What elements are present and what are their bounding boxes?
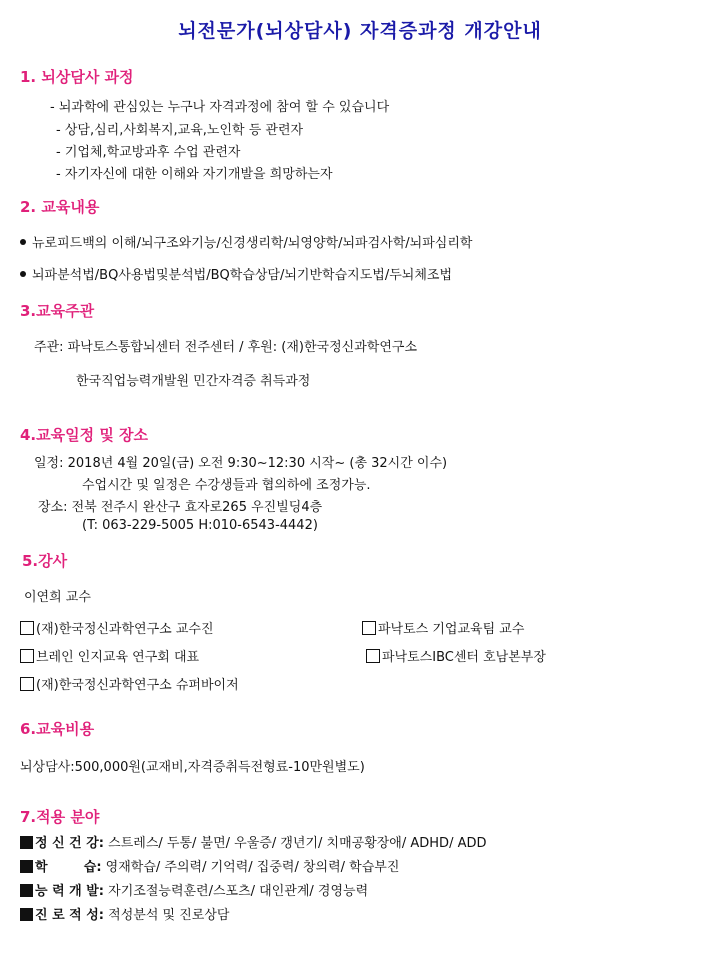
s4-schedule: 일정: 2018년 4월 20일(금) 오전 9:30~12:30 시작~ (총 32시간 이수) [34,456,448,471]
square-bullet-icon [20,860,33,873]
s7-item-1-text: 스트레스/ 두통/ 불면/ 우울증/ 갱년기/ 치매공황장애/ ADHD/ ADD [104,836,487,851]
credential-4 [366,646,546,665]
s2-item-2 [20,264,452,283]
s6-fee: 뇌상담사:500,000원(교재비,자격증취득전형료-10만원별도) [20,760,365,775]
checkbox-icon [366,649,380,663]
checkbox-icon [20,677,34,691]
s2-item-2-text: 뇌파분석법/BQ사용법및분석법/BQ학습상담/뇌기반학습지도법/두뇌체조법 [32,268,453,283]
section-7-heading: 7.적용 분야 [20,808,100,826]
bullet-icon [20,239,26,245]
square-bullet-icon [20,884,33,897]
s1-item-4: - 자기자신에 대한 이해와 자기개발을 희망하는자 [56,167,333,182]
s4-place: 장소: 전북 전주시 완산구 효자로265 우진빌딩4층 [38,500,323,515]
s7-item-4-text: 적성분석 및 진로상담 [104,908,230,923]
s4-schedule-note: 수업시간 및 일정은 수강생들과 협의하에 조정가능. [82,478,371,493]
s7-item-4-label: 진 로 적 성: [35,908,105,923]
s3-sponsor-line: 주관: 파낙토스통합뇌센터 전주센터 / 후원: (재)한국정신과학연구소 [34,340,418,355]
checkbox-icon [362,621,376,635]
credential-2-text: 파낙토스 기업교육팀 교수 [378,622,525,637]
s7-item-2-label: 학 습: [35,860,102,875]
s7-item-ability [20,880,368,899]
s1-item-1: - 뇌과학에 관심있는 누구나 자격과정에 참여 할 수 있습니다 [50,100,390,115]
credential-3 [20,646,199,665]
s7-item-2-text: 영재학습/ 주의력/ 기억력/ 집중력/ 창의력/ 학습부진 [101,860,400,875]
credential-5 [20,674,239,693]
s7-item-mental-health [20,832,487,851]
section-4-heading: 4.교육일정 및 장소 [20,426,149,444]
s7-item-3-text: 자기조절능력훈련/스포츠/ 대인관계/ 경영능력 [104,884,369,899]
instructor-name: 이연희 교수 [24,590,91,605]
credential-2 [362,618,524,637]
bullet-icon [20,271,26,277]
page-title: 뇌전문가(뇌상담사) 자격증과정 개강안내 [178,20,542,42]
s7-item-1-label: 정 신 건 강: [35,836,105,851]
s1-item-3: - 기업체,학교방과후 수업 관련자 [56,145,241,160]
s7-item-3-label: 능 력 개 발: [35,884,105,899]
credential-4-text: 파낙토스IBC센터 호남본부장 [382,650,546,665]
credential-5-text: (재)한국정신과학연구소 슈퍼바이저 [36,678,239,693]
credential-3-text: 브레인 인지교육 연구회 대표 [36,650,200,665]
checkbox-icon [20,649,34,663]
checkbox-icon [20,621,34,635]
section-1-heading: 1. 뇌상담사 과정 [20,68,134,86]
section-3-heading: 3.교육주관 [20,302,95,320]
s4-contact: (T: 063-229-5005 H:010-6543-4442) [82,518,318,533]
credential-1 [20,618,214,637]
square-bullet-icon [20,836,33,849]
s3-certificate-line: 한국직업능력개발원 민간자격증 취득과정 [76,374,311,389]
section-5-heading: 5.강사 [22,552,68,570]
credential-1-text: (재)한국정신과학연구소 교수진 [36,622,214,637]
square-bullet-icon [20,908,33,921]
s1-item-2: - 상담,심리,사회복지,교육,노인학 등 관련자 [56,123,304,138]
s7-item-learning [20,856,399,875]
section-6-heading: 6.교육비용 [20,720,95,738]
s2-item-1 [20,232,472,251]
section-2-heading: 2. 교육내용 [20,198,100,216]
s7-item-career [20,904,229,923]
s2-item-1-text: 뉴로피드백의 이해/뇌구조와기능/신경생리학/뇌영양학/뇌파검사학/뇌파심리학 [32,236,473,251]
